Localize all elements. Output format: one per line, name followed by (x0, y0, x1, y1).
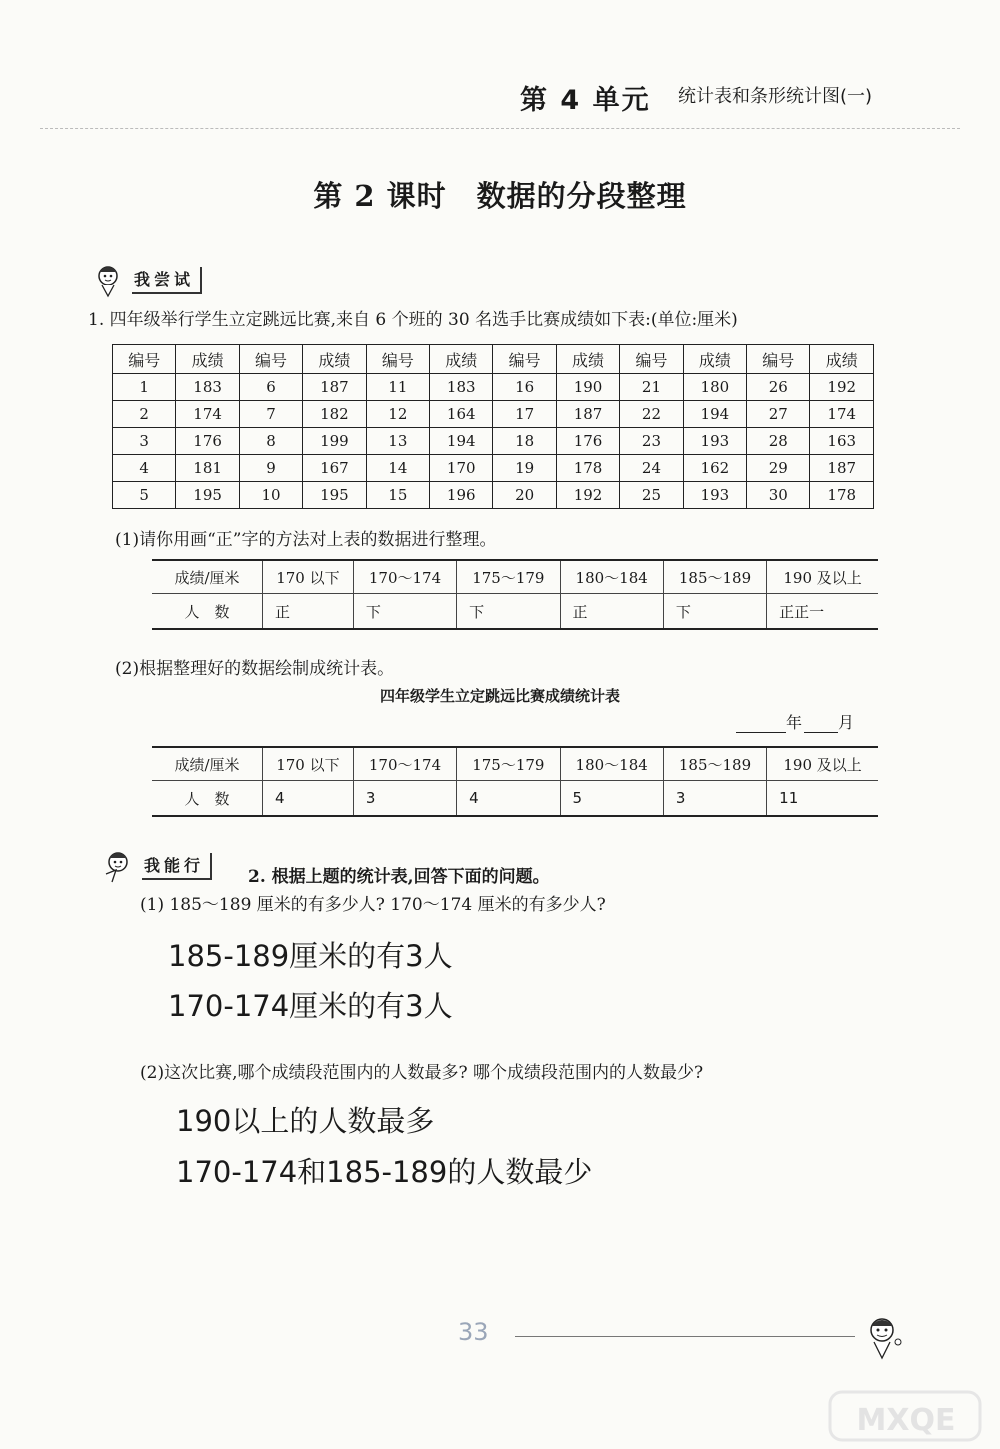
tally-mark: 正正一 (767, 594, 878, 630)
header-cell: 编号 (620, 345, 683, 374)
header-cell: 180～184 (560, 747, 663, 781)
table-cell: 21 (620, 374, 683, 401)
header-cell: 190 及以上 (767, 560, 878, 594)
header-cell: 190 及以上 (767, 747, 878, 781)
tally-mark: 下 (457, 594, 560, 630)
table-cell: 1 (113, 374, 176, 401)
table-cell: 17 (493, 401, 556, 428)
table-cell: 4 (113, 455, 176, 482)
page-number: 33 (458, 1318, 489, 1346)
table-cell: 187 (810, 455, 874, 482)
table-cell: 3 (113, 428, 176, 455)
unit-subtitle: 统计表和条形统计图(一) (678, 86, 873, 107)
stat-table-title: 四年级学生立定跳远比赛成绩统计表 (379, 687, 620, 705)
stat-value-row (152, 781, 878, 817)
table-cell: 164 (430, 401, 493, 428)
stat-value: 4 (263, 781, 354, 817)
header-cell: 成绩 (430, 345, 493, 374)
mascot-icon (90, 262, 126, 298)
table-cell: 180 (683, 374, 746, 401)
table-cell: 10 (239, 482, 302, 509)
table-cell: 187 (556, 401, 619, 428)
header-cell: 175～179 (457, 560, 560, 594)
table-cell: 194 (683, 401, 746, 428)
handwritten-answer: 185-189厘米的有3人 (168, 939, 453, 973)
table-cell: 30 (747, 482, 810, 509)
table-row (113, 482, 874, 509)
table-cell: 16 (493, 374, 556, 401)
header-cell: 编号 (366, 345, 429, 374)
header-divider (40, 128, 960, 129)
question-1-part-1: (1)请你用画“正”字的方法对上表的数据进行整理。 (115, 530, 497, 550)
header-cell: 成绩 (303, 345, 366, 374)
tally-mark: 下 (353, 594, 456, 630)
table-row (113, 428, 874, 455)
tally-mark: 下 (663, 594, 766, 630)
header-cell: 185～189 (663, 560, 766, 594)
header-cell: 成绩 (176, 345, 239, 374)
table-cell: 194 (430, 428, 493, 455)
tally-header-row (152, 560, 878, 594)
header-cell: 编号 (113, 345, 176, 374)
stat-table (152, 746, 878, 817)
table-cell: 7 (239, 401, 302, 428)
month-label: 月 (838, 713, 855, 732)
stat-header-row (152, 747, 878, 781)
table-cell: 24 (620, 455, 683, 482)
svg-text:MXQE: MXQE (856, 1403, 956, 1438)
table-cell: 163 (810, 428, 874, 455)
mascot-icon (858, 1312, 908, 1362)
handwritten-answer: 190以上的人数最多 (176, 1104, 435, 1138)
table-cell: 26 (747, 374, 810, 401)
watermark-logo (826, 1386, 986, 1446)
question-1-text: 1. 四年级举行学生立定跳远比赛,来自 6 个班的 30 名选手比赛成绩如下表:(单位:厘米) (88, 310, 738, 330)
table-cell: 176 (176, 428, 239, 455)
header-cell: 成绩/厘米 (152, 560, 263, 594)
table-cell: 178 (810, 482, 874, 509)
table-cell: 192 (556, 482, 619, 509)
header-cell: 185～189 (663, 747, 766, 781)
table-cell: 5 (113, 482, 176, 509)
header-cell: 170 以下 (263, 560, 354, 594)
table-header-row (113, 345, 874, 374)
section-label: 我尝试 (132, 267, 202, 294)
table-cell: 178 (556, 455, 619, 482)
table-cell: 195 (303, 482, 366, 509)
table-cell: 12 (366, 401, 429, 428)
table-cell: 19 (493, 455, 556, 482)
stat-value: 5 (560, 781, 663, 817)
header-cell: 成绩 (556, 345, 619, 374)
section-badge-can-do (100, 848, 212, 884)
handwritten-answer: 170-174和185-189的人数最少 (176, 1155, 593, 1189)
table-cell: 196 (430, 482, 493, 509)
section-label: 我能行 (142, 853, 212, 880)
table-row (113, 374, 874, 401)
question-2-text: 2. 根据上题的统计表,回答下面的问题。 (248, 867, 550, 887)
table-cell: 22 (620, 401, 683, 428)
header-cell: 编号 (747, 345, 810, 374)
table-cell: 162 (683, 455, 746, 482)
table-cell: 193 (683, 428, 746, 455)
handwritten-answer: 170-174厘米的有3人 (168, 989, 453, 1023)
header-cell: 170～174 (353, 560, 456, 594)
table-row (113, 401, 874, 428)
header-cell: 编号 (493, 345, 556, 374)
year-label: 年 (786, 713, 803, 732)
table-row (113, 455, 874, 482)
table-cell: 195 (176, 482, 239, 509)
stat-value: 3 (663, 781, 766, 817)
footer-divider (515, 1336, 855, 1337)
header-cell: 成绩 (810, 345, 874, 374)
table-cell: 182 (303, 401, 366, 428)
header-cell: 180～184 (560, 560, 663, 594)
lesson-title: 第 2 课时 数据的分段整理 (313, 179, 687, 213)
stat-value: 4 (457, 781, 560, 817)
stat-value: 3 (353, 781, 456, 817)
header-cell: 成绩 (683, 345, 746, 374)
mascot-icon (100, 848, 136, 884)
header-cell: 编号 (239, 345, 302, 374)
section-badge-try (90, 262, 202, 298)
header-cell: 成绩/厘米 (152, 747, 263, 781)
table-cell: 13 (366, 428, 429, 455)
stat-value: 11 (767, 781, 878, 817)
row-label: 人 数 (184, 789, 230, 808)
table-cell: 6 (239, 374, 302, 401)
table-cell: 28 (747, 428, 810, 455)
table-cell: 14 (366, 455, 429, 482)
table-cell: 170 (430, 455, 493, 482)
table-cell: 174 (176, 401, 239, 428)
tally-value-row (152, 594, 878, 630)
question-2-part-2: (2)这次比赛,哪个成绩段范围内的人数最多? 哪个成绩段范围内的人数最少? (140, 1063, 704, 1083)
table-cell: 20 (493, 482, 556, 509)
table-cell: 11 (366, 374, 429, 401)
table-cell: 193 (683, 482, 746, 509)
month-blank (804, 713, 838, 733)
table-cell: 15 (366, 482, 429, 509)
table-cell: 9 (239, 455, 302, 482)
table-cell: 176 (556, 428, 619, 455)
table-cell: 23 (620, 428, 683, 455)
header-cell: 170～174 (353, 747, 456, 781)
tally-mark: 正 (263, 594, 354, 630)
row-label: 人 数 (184, 602, 230, 621)
score-data-table (112, 344, 874, 509)
table-cell: 183 (430, 374, 493, 401)
tally-mark: 正 (560, 594, 663, 630)
date-line (736, 710, 854, 733)
header-cell: 170 以下 (263, 747, 354, 781)
table-cell: 29 (747, 455, 810, 482)
table-cell: 8 (239, 428, 302, 455)
table-cell: 18 (493, 428, 556, 455)
question-2-part-1: (1) 185～189 厘米的有多少人? 170～174 厘米的有多少人? (140, 895, 606, 915)
tally-table (152, 559, 878, 630)
table-cell: 167 (303, 455, 366, 482)
unit-title: 第 4 单元 (520, 85, 651, 116)
table-cell: 183 (176, 374, 239, 401)
table-cell: 199 (303, 428, 366, 455)
table-cell: 190 (556, 374, 619, 401)
question-1-part-2: (2)根据整理好的数据绘制成统计表。 (115, 659, 395, 679)
table-cell: 187 (303, 374, 366, 401)
year-blank (736, 713, 786, 733)
table-cell: 2 (113, 401, 176, 428)
table-cell: 25 (620, 482, 683, 509)
table-cell: 174 (810, 401, 874, 428)
table-cell: 181 (176, 455, 239, 482)
table-cell: 192 (810, 374, 874, 401)
header-cell: 175～179 (457, 747, 560, 781)
table-cell: 27 (747, 401, 810, 428)
